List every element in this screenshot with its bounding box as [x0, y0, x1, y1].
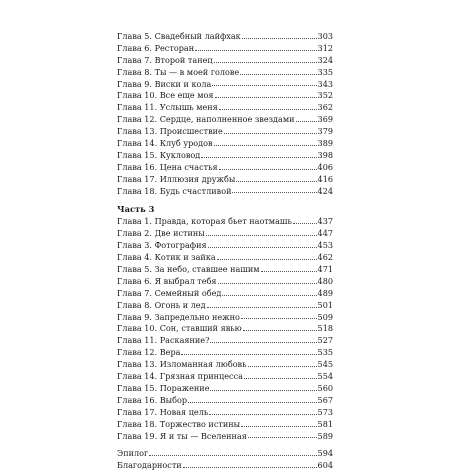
entry-title: Глава 8. Ты — в моей голове — [117, 66, 240, 77]
entry-title: Глава 9. Виски и кола — [117, 78, 212, 89]
dot-leader — [248, 366, 317, 367]
toc-entry — [117, 162, 333, 174]
dot-leader — [241, 426, 316, 427]
toc-entry — [117, 138, 333, 150]
entry-title: Глава 18. Торжество истины — [117, 418, 241, 429]
entry-page-number: 398 — [317, 149, 333, 160]
dot-leader — [206, 235, 317, 236]
toc-entry — [117, 431, 333, 443]
dot-leader — [212, 85, 316, 86]
entry-title: Глава 7. Второй танец — [117, 54, 213, 65]
dot-leader — [201, 157, 316, 158]
entry-page-number: 489 — [317, 287, 333, 298]
toc-entry — [117, 395, 333, 407]
entry-title: Глава 6. Ресторан — [117, 42, 195, 53]
toc-entry — [117, 300, 333, 312]
entry-page-number: 447 — [317, 228, 333, 239]
part3-chapter-list — [117, 216, 333, 442]
entry-page-number: 462 — [317, 252, 333, 263]
toc-entry — [117, 335, 333, 347]
back-matter-list — [117, 448, 333, 472]
entry-title: Глава 16. Цена счастья — [117, 161, 218, 172]
dot-leader — [214, 145, 317, 146]
entry-page-number: 589 — [317, 430, 333, 441]
toc-entry — [117, 55, 333, 67]
entry-page-number: 424 — [317, 185, 333, 196]
dot-leader — [293, 223, 317, 224]
entry-page-number: 518 — [317, 323, 333, 334]
toc-entry — [117, 460, 333, 472]
entry-page-number: 471 — [317, 264, 333, 275]
entry-title: Глава 5. Свадебный лайфхак — [117, 31, 241, 41]
entry-title: Глава 7. Семейный обед — [117, 287, 222, 298]
dot-leader — [243, 330, 317, 331]
entry-page-number: 406 — [317, 161, 333, 172]
toc-entry — [117, 43, 333, 55]
entry-title: Глава 13. Изломанная любовь — [117, 359, 247, 370]
entry-page-number: 343 — [317, 78, 333, 89]
entry-title: Глава 14. Грязная принцесса — [117, 371, 243, 382]
entry-page-number: 581 — [317, 418, 333, 429]
entry-title: Глава 12. Сердце, наполненное звездами — [117, 114, 295, 125]
entry-page-number: 560 — [317, 382, 333, 393]
entry-title: Глава 4. Котик и зайка — [117, 252, 216, 263]
toc-entry — [117, 31, 333, 43]
entry-page-number: 604 — [317, 460, 333, 471]
dot-leader — [217, 259, 317, 260]
toc-entry — [117, 67, 333, 79]
entry-title: Глава 2. Две истины — [117, 228, 205, 239]
entry-title: Глава 12. Вера — [117, 347, 181, 358]
toc-entry — [117, 252, 333, 264]
toc-entry — [117, 288, 333, 300]
dot-leader — [219, 109, 317, 110]
dot-leader — [224, 133, 317, 134]
entry-title: Благодарности — [117, 460, 182, 471]
dot-leader — [207, 307, 317, 308]
entry-title: Глава 13. Происшествие — [117, 126, 223, 137]
entry-page-number: 389 — [317, 138, 333, 149]
entry-title: Глава 18. Будь счастливой — [117, 185, 232, 196]
dot-leader — [241, 318, 317, 319]
entry-page-number: 416 — [317, 173, 333, 184]
entry-title: Глава 6. Я выбрал тебя — [117, 275, 217, 286]
entry-page-number: 535 — [317, 347, 333, 358]
entry-page-number: 362 — [317, 102, 333, 113]
entry-title: Глава 9. Запредельно нежно — [117, 311, 240, 322]
entry-title: Глава 15. Кукловод — [117, 149, 201, 160]
toc-entry — [117, 312, 333, 324]
entry-page-number: 545 — [317, 359, 333, 370]
toc-entry — [117, 359, 333, 371]
entry-title: Глава 17. Иллюзия дружбы — [117, 173, 236, 184]
entry-page-number: 369 — [317, 114, 333, 125]
entry-page-number: 501 — [317, 299, 333, 310]
toc-entry — [117, 150, 333, 162]
entry-page-number: 594 — [317, 448, 333, 459]
entry-title: Глава 10. Все еще моя — [117, 90, 214, 101]
toc-entry — [117, 216, 333, 228]
entry-title: Глава 17. Новая цель — [117, 406, 209, 417]
toc-entry — [117, 419, 333, 431]
toc-entry — [117, 126, 333, 138]
toc-entry — [117, 90, 333, 102]
entry-page-number: 527 — [317, 335, 333, 346]
entry-page-number: 335 — [317, 66, 333, 77]
entry-title: Глава 19. Я и ты — Вселенная — [117, 430, 247, 441]
entry-page-number: 437 — [317, 216, 333, 227]
entry-title: Глава 16. Выбор — [117, 394, 188, 405]
entry-title: Глава 10. Сон, ставший явью — [117, 323, 242, 334]
dot-leader — [218, 283, 317, 284]
toc-entry — [117, 240, 333, 252]
entry-page-number: 567 — [317, 394, 333, 405]
entry-page-number: 303 — [317, 31, 333, 41]
dot-leader — [236, 181, 316, 182]
entry-page-number: 453 — [317, 240, 333, 251]
entry-title: Глава 14. Клуб уродов — [117, 138, 213, 149]
dot-leader — [195, 50, 316, 51]
entry-title: Глава 11. Услышь меня — [117, 102, 218, 113]
toc-entry — [117, 323, 333, 335]
dot-leader — [242, 38, 317, 39]
toc-entry — [117, 371, 333, 383]
entry-title: Глава 11. Раскаяние? — [117, 335, 210, 346]
part2-chapter-list — [117, 31, 333, 197]
dot-leader — [219, 169, 317, 170]
entry-title: Глава 15. Поражение — [117, 382, 210, 393]
dot-leader — [296, 121, 317, 122]
toc-entry — [117, 186, 333, 198]
toc-entry — [117, 228, 333, 240]
entry-page-number: 554 — [317, 371, 333, 382]
toc-entry — [117, 264, 333, 276]
toc-entry — [117, 448, 333, 460]
entry-page-number: 379 — [317, 126, 333, 137]
entry-page-number: 480 — [317, 275, 333, 286]
dot-leader — [181, 354, 316, 355]
toc-entry — [117, 276, 333, 288]
dot-leader — [208, 247, 317, 248]
dot-leader — [149, 455, 316, 456]
dot-leader — [232, 192, 316, 193]
toc-entry — [117, 174, 333, 186]
entry-page-number: 352 — [317, 90, 333, 101]
toc-entry — [117, 102, 333, 114]
table-of-contents — [117, 31, 333, 472]
dot-leader — [248, 437, 317, 438]
toc-entry — [117, 79, 333, 91]
dot-leader — [244, 378, 317, 379]
dot-leader — [183, 467, 317, 468]
dot-leader — [215, 97, 317, 98]
entry-title: Глава 3. Фотография — [117, 240, 207, 251]
dot-leader — [210, 390, 316, 391]
toc-entry — [117, 383, 333, 395]
dot-leader — [240, 74, 316, 75]
dot-leader — [188, 402, 317, 403]
entry-title: Глава 8. Огонь и лед — [117, 299, 206, 310]
dot-leader — [210, 342, 316, 343]
dot-leader — [222, 295, 316, 296]
toc-entry — [117, 407, 333, 419]
toc-entry — [117, 347, 333, 359]
entry-page-number: 312 — [317, 42, 333, 53]
entry-title: Глава 5. За небо, ставшее нашим — [117, 264, 260, 275]
entry-page-number: 573 — [317, 406, 333, 417]
dot-leader — [261, 271, 317, 272]
entry-page-number: 324 — [317, 54, 333, 65]
dot-leader — [214, 62, 317, 63]
entry-title: Глава 1. Правда, которая бьет наотмашь — [117, 216, 292, 227]
dot-leader — [209, 414, 316, 415]
toc-entry — [117, 114, 333, 126]
part3-heading: Часть 3 — [117, 204, 155, 215]
entry-title: Эпилог — [117, 448, 149, 459]
entry-page-number: 509 — [317, 311, 333, 322]
